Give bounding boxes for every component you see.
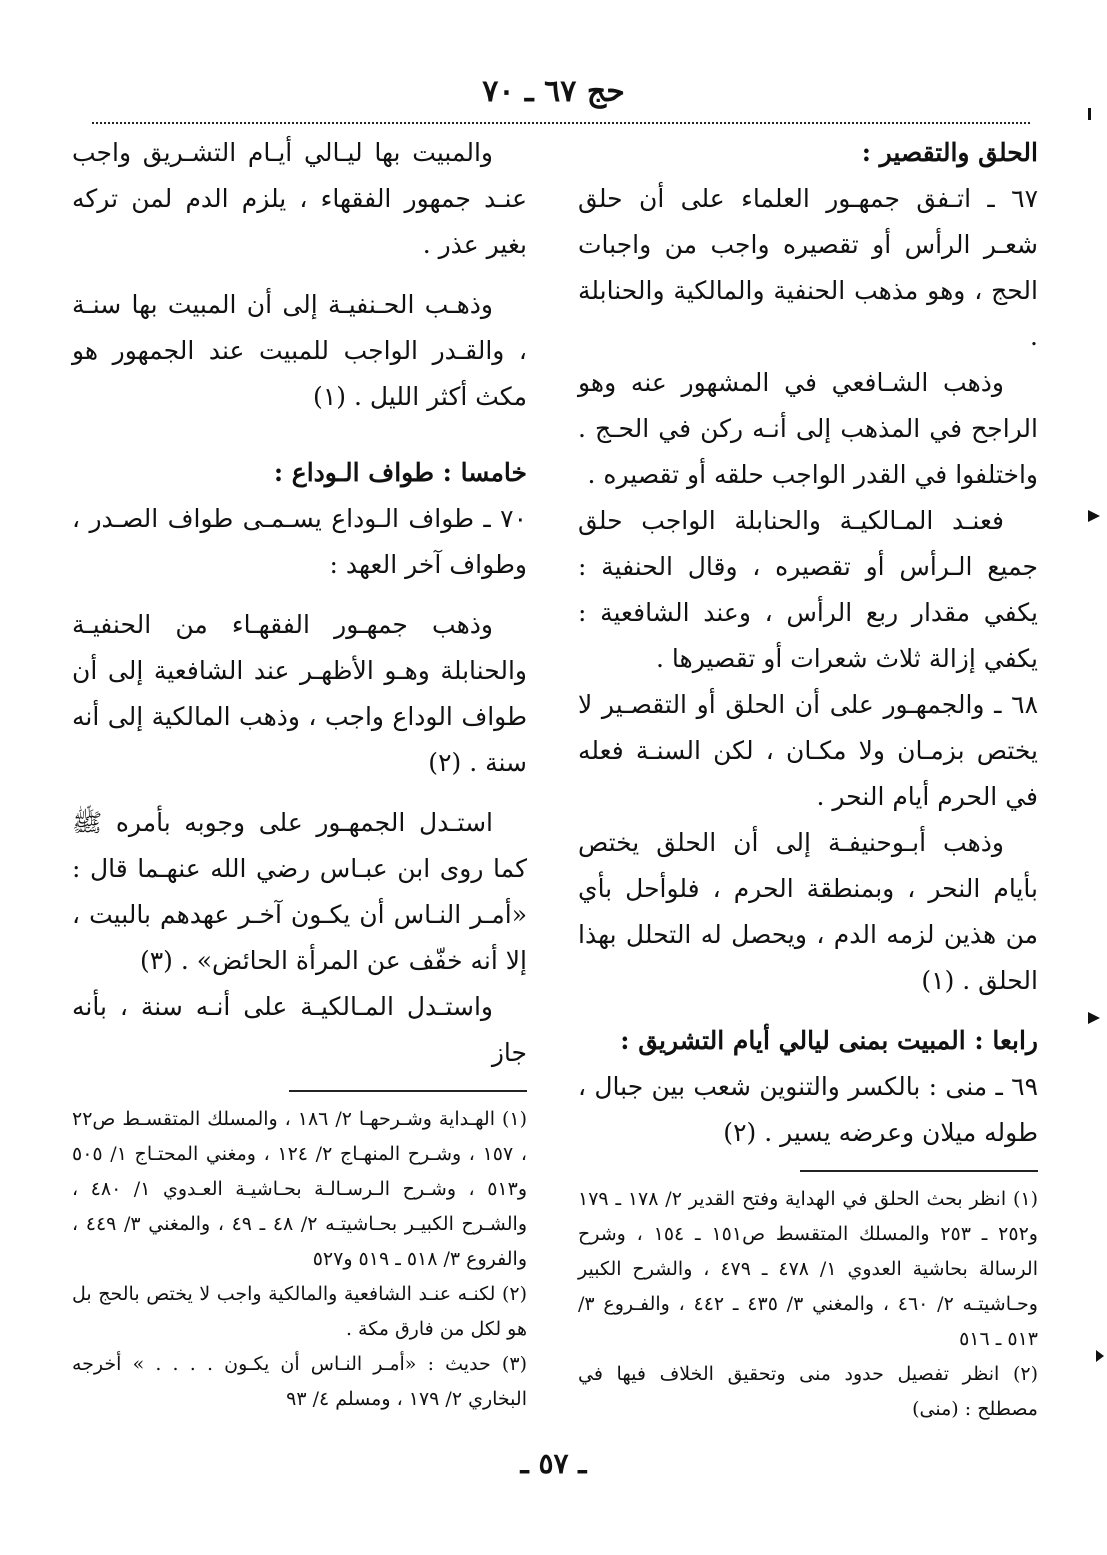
footnote-3: (٣) حديث : «أمـر النـاس أن يكـون . . . . » أخرجه البخاري ٢/ ١٧٩ ، ومسلم ٤/ ٩٣ — [72, 1353, 527, 1410]
margin-tick-mark — [1088, 108, 1091, 120]
page-number: ـ ٥٧ ـ — [520, 1447, 587, 1480]
paragraph-mabit: والمبيت بها ليـالي أيـام التشـريق واجب عنـد جمهور الفقهاء ، يلزم الدم لمن تركه بغير عذر . — [72, 138, 527, 259]
paragraph-hanafi: وذهـب الحـنفيـة إلى أن المبيت بها سنـة ، والقـدر الواجب للمبيت عند الجمهور هو مكث أكثر الليل . (١) — [72, 290, 527, 411]
section-heading-farewell: خامسا : طواف الـوداع : — [273, 458, 527, 487]
margin-thumb-mark — [1088, 510, 1100, 522]
paragraph-abu-hanifa: وذهب أبـوحنيفـة إلى أن الحلق يختص بأيام النحر ، وبمنطقة الحرم ، فلوأحل بأي من هذين لزمه الدم ، ويحصل له التحلل بهذا الحلق . (١) — [578, 828, 1038, 995]
paragraph-amount: فعنـد المـالكيـة والحنابلة الواجب حلق جميع الـرأس أو تقصيره ، وقال الحنفية : يكفي مقدار ربع الرأس ، وعند الشافعية : يكفي إزالة ثلاث شعرات أو تقصيرها . — [578, 506, 1038, 673]
section-heading-mina: رابعا : المبيت بمنى ليالي أيام التشريق : — [620, 1026, 1038, 1055]
left-column — [72, 130, 527, 1417]
paragraph-69: ٦٩ ـ منى : بالكسر والتنوين شعب بين جبال ، طوله ميلان وعرضه يسير . (٢) — [578, 1072, 1038, 1147]
footnote-2: (٢) لكنـه عنـد الشافعية والمالكية واجب لا يختص بالحج بل هو لكل من فارق مكة . — [72, 1283, 527, 1340]
footnote-1: (١) الهـداية وشـرحهـا ٢/ ١٨٦ ، والمسلك المتقسـط ص٢٢ ، ١٥٧ ، وشـرح المنهـاج ٢/ ١٢٤ ، ومغني المحتـاج ١/ ٥٠٥ و٥١٣ ، وشـرح الـرسـالـة بحـاشيـة العـدوي ١/ ٤٨٠ ، والشـرح الكبيـر بحـاشيتـه ٢/ ٤٨ ـ ٤٩ ، والمغني ٣/ ٤٤٩ ، والفروع ٣/ ٥١٨ ـ ٥١٩ و٥٢٧ — [72, 1108, 527, 1270]
paragraph-70: ٧٠ ـ طواف الـوداع يسـمـى طواف الصـدر ، وطواف آخر العهد : — [72, 504, 527, 579]
paragraph-evidence: استـدل الجمهـور على وجوبه بأمره ﷺ كما روى ابن عبـاس رضي الله عنهـما قال : «أمـر النـاس أن يكـون آخـر عهدهم بالبيت ، إلا أنه خفّف عن المرأة الحائض» . (٣) — [72, 808, 527, 975]
right-column — [578, 130, 1038, 1427]
paragraph-shafii: وذهب الشـافعي في المشهور عنه وهو الراجح في المذهب إلى أنـه ركن في الحـج . واختلفوا في القدر الواجب حلقه أو تقصيره . — [578, 368, 1038, 489]
paragraph-67: ٦٧ ـ اتـفق جمهـور العلماء على أن حلق شعـر الرأس أو تقصيره واجب من واجبات الحج ، وهو مذهب الحنفية والمالكية والحنابلة . — [578, 184, 1038, 351]
footnote-1: (١) انظر بحث الحلق في الهداية وفتح القدير ٢/ ١٧٨ ـ ١٧٩ و٢٥٢ ـ ٢٥٣ والمسلك المتقسط ص١٥١ ـ ١٥٤ ، وشرح الرسالة بحاشية العدوي ١/ ٤٧٨ ـ ٤٧٩ ، والشرح الكبير وحـاشيتـه ٢/ ٤٦٠ ، والمغني ٣/ ٤٣٥ ـ ٤٤٢ ، والفـروع ٣/ ٥١٣ ـ ٥١٦ — [578, 1188, 1038, 1350]
margin-thumb-mark — [1096, 1350, 1104, 1362]
paragraph-68: ٦٨ ـ والجمهـور على أن الحلق أو التقصـير لا يختص بزمـان ولا مكـان ، لكن السنـة فعله في الحرم أيام النحر . — [578, 690, 1038, 811]
section-heading-shaving: الحلق والتقصير : — [861, 138, 1038, 167]
margin-thumb-mark — [1088, 1012, 1100, 1024]
footnote-rule — [800, 1170, 1038, 1172]
footnote-rule — [289, 1090, 527, 1092]
paragraph-maliki: واستـدل المـالكيـة على أنـه سنة ، بأنه جاز — [72, 992, 527, 1067]
header-dotted-rule — [92, 122, 1030, 124]
running-head: حج ٦٧ ـ ٧٠ — [482, 74, 625, 109]
footnote-2: (٢) انظر تفصيل حدود منى وتحقيق الخلاف فيها في مصطلح : (منى) — [578, 1363, 1038, 1420]
paragraph-majority: وذهب جمهـور الفقهـاء من الحنفيـة والحنابلة وهـو الأظهـر عند الشافعية إلى أن طواف الوداع واجب ، وذهب المالكية إلى أنه سنة . (٢) — [72, 610, 527, 777]
